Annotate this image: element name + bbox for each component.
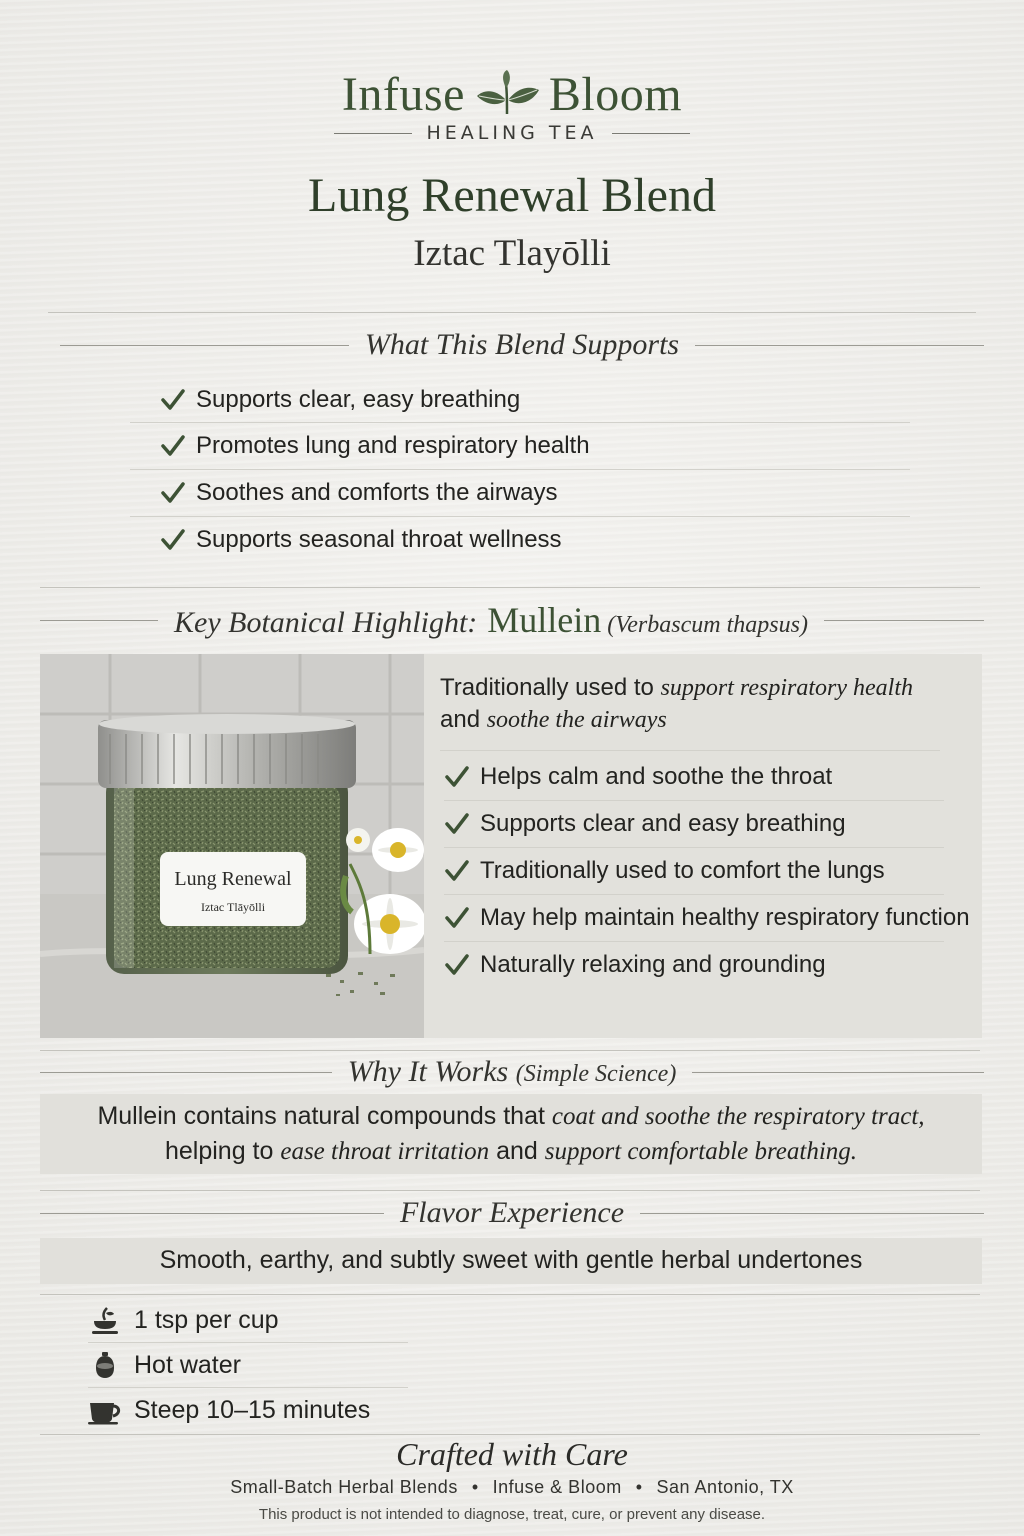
science-text-part: helping to bbox=[164, 1137, 281, 1165]
disclaimer: This product is not intended to diagnose, treat, cure, or prevent any disease. bbox=[258, 1506, 766, 1523]
product-jar-photo bbox=[40, 654, 424, 1038]
divider bbox=[40, 1072, 332, 1073]
brewing-instructions bbox=[88, 1298, 408, 1432]
list-item bbox=[130, 423, 910, 469]
divider bbox=[824, 620, 984, 621]
divider bbox=[40, 1294, 980, 1295]
science-heading-label bbox=[348, 1055, 677, 1089]
product-subtitle: Iztac Tlayōlli bbox=[413, 233, 611, 274]
daisy-flower bbox=[372, 828, 424, 872]
list-item bbox=[130, 517, 910, 563]
teacup-icon bbox=[88, 1395, 122, 1425]
brew-step-label: 1 tsp per cup bbox=[134, 1305, 279, 1334]
check-icon bbox=[444, 905, 470, 931]
check-icon bbox=[160, 480, 186, 506]
intro-emphasis: soothe the airways bbox=[486, 707, 667, 733]
footer-info-item: San Antonio, TX bbox=[656, 1477, 794, 1497]
science-text bbox=[40, 1099, 982, 1169]
flavor-heading-label: Flavor Experience bbox=[399, 1196, 625, 1229]
footer-info-item: Small-Batch Herbal Blends bbox=[230, 1477, 458, 1497]
divider bbox=[40, 1050, 980, 1051]
divider bbox=[440, 750, 940, 751]
footer-info-item: Infuse & Bloom bbox=[492, 1477, 622, 1497]
science-text-emphasis: ease throat irritation bbox=[280, 1138, 490, 1165]
flavor-text: Smooth, earthy, and subtly sweet with gentle herbal undertones bbox=[159, 1246, 863, 1274]
science-heading bbox=[40, 1053, 984, 1091]
check-icon bbox=[160, 433, 186, 459]
jar-illustration bbox=[40, 654, 424, 1038]
list-item-label: Promotes lung and respiratory health bbox=[196, 432, 590, 459]
list-item bbox=[444, 754, 974, 800]
brew-step bbox=[88, 1298, 408, 1342]
leaf-logo-icon bbox=[473, 70, 541, 118]
list-item-label: Soothes and comforts the airways bbox=[196, 479, 558, 506]
check-icon bbox=[444, 764, 470, 790]
check-icon bbox=[444, 811, 470, 837]
brand-name-right: Bloom bbox=[548, 67, 683, 121]
check-icon bbox=[444, 858, 470, 884]
brand-name-left: Infuse bbox=[341, 67, 465, 121]
divider bbox=[692, 1072, 984, 1073]
intro-text: Traditionally used to bbox=[440, 674, 661, 701]
list-item-label: Supports clear, easy breathing bbox=[196, 386, 521, 413]
botanical-intro bbox=[440, 672, 960, 736]
science-text-part: and bbox=[489, 1137, 545, 1165]
check-icon bbox=[160, 527, 186, 553]
brew-step-label: Hot water bbox=[134, 1350, 241, 1379]
jar-label-subtitle: Iztac Tlāyōlli bbox=[200, 900, 266, 914]
list-item bbox=[444, 848, 974, 894]
list-item-label: Traditionally used to comfort the lungs bbox=[480, 857, 885, 884]
science-heading-note: (Simple Science) bbox=[515, 1061, 677, 1087]
list-item-label: May help maintain healthy respiratory function bbox=[480, 904, 970, 931]
science-text-part: Mullein contains natural compounds that bbox=[97, 1102, 552, 1130]
botanical-heading-text: Key Botanical Highlight: bbox=[174, 606, 478, 639]
intro-emphasis: support respiratory health bbox=[660, 675, 914, 701]
supports-heading-label: What This Blend Supports bbox=[364, 328, 680, 361]
science-text-emphasis: coat and soothe the respiratory tract, bbox=[551, 1103, 925, 1130]
list-item bbox=[444, 895, 974, 941]
divider bbox=[334, 133, 412, 134]
intro-text: and bbox=[440, 706, 487, 733]
kettle-icon bbox=[88, 1350, 122, 1380]
divider bbox=[612, 133, 690, 134]
check-icon bbox=[444, 952, 470, 978]
divider bbox=[695, 345, 984, 346]
list-item-label: Supports seasonal throat wellness bbox=[196, 526, 562, 553]
supports-heading bbox=[40, 326, 984, 364]
divider bbox=[60, 345, 349, 346]
footer-title: Crafted with Care bbox=[396, 1436, 628, 1472]
brand-tagline-row bbox=[0, 118, 1024, 148]
divider bbox=[40, 1190, 980, 1191]
brand-logo bbox=[0, 64, 1024, 124]
flavor-heading bbox=[40, 1194, 984, 1232]
product-title: Lung Renewal Blend bbox=[308, 169, 716, 222]
botanical-latin-name: (Verbascum thapsus) bbox=[607, 612, 808, 638]
jar-label-title: Lung Renewal bbox=[174, 868, 292, 890]
divider bbox=[40, 587, 980, 588]
list-item-label: Supports clear and easy breathing bbox=[480, 810, 846, 837]
divider bbox=[40, 1434, 980, 1435]
divider bbox=[640, 1213, 984, 1214]
botanical-heading-label bbox=[174, 599, 808, 641]
botanical-heading bbox=[40, 596, 984, 644]
science-heading-text: Why It Works bbox=[347, 1055, 509, 1088]
science-text-emphasis: support comfortable breathing. bbox=[544, 1138, 858, 1165]
footer-info bbox=[0, 1477, 1024, 1498]
check-icon bbox=[160, 387, 186, 413]
botanical-name: Mullein bbox=[487, 600, 602, 640]
brew-step-label: Steep 10–15 minutes bbox=[134, 1395, 371, 1424]
brand-tagline: HEALING TEA bbox=[426, 122, 598, 144]
brew-step bbox=[88, 1388, 408, 1432]
brew-step bbox=[88, 1343, 408, 1387]
list-item bbox=[130, 470, 910, 516]
divider bbox=[48, 312, 976, 313]
spoon-icon bbox=[88, 1305, 122, 1335]
list-item-label: Naturally relaxing and grounding bbox=[480, 951, 826, 978]
footer-separator: • bbox=[635, 1477, 643, 1497]
list-item bbox=[444, 942, 974, 988]
botanical-benefits-list bbox=[444, 754, 974, 988]
footer-separator: • bbox=[471, 1477, 479, 1497]
divider bbox=[40, 1213, 384, 1214]
supports-list bbox=[130, 378, 910, 563]
list-item bbox=[130, 378, 910, 422]
divider bbox=[40, 620, 158, 621]
list-item bbox=[444, 801, 974, 847]
list-item-label: Helps calm and soothe the throat bbox=[480, 763, 833, 790]
